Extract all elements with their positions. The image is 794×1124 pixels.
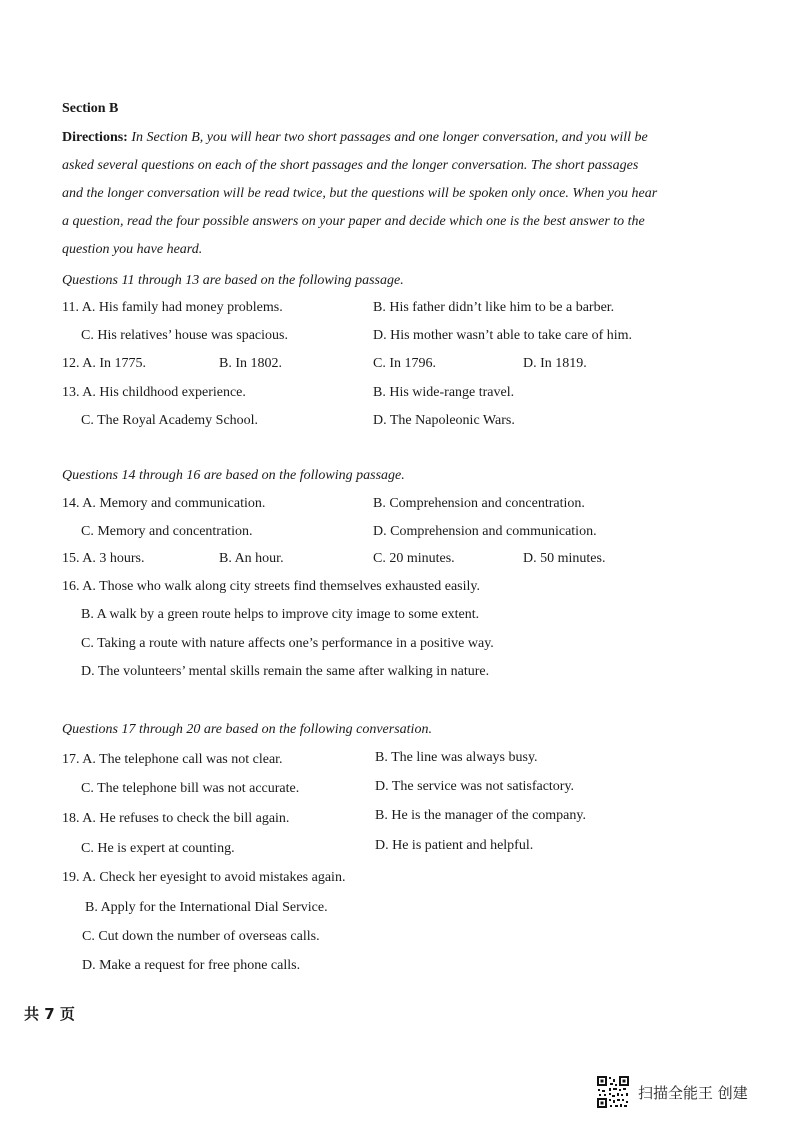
q12-option-c: C. In 1796. — [373, 356, 436, 371]
q17-option-b: B. The line was always busy. — [375, 750, 538, 765]
q16-option-d: D. The volunteers’ mental skills remain the same after walking in nature. — [81, 664, 490, 679]
section-title: Section B — [62, 101, 119, 116]
q18-option-d: D. He is patient and helpful. — [375, 838, 534, 853]
scanner-watermark — [596, 1074, 748, 1110]
group-intro-14-16: Questions 14 through 16 are based on the following passage. — [62, 468, 405, 483]
q17-option-c: C. The telephone bill was not accurate. — [81, 781, 300, 796]
q15-option-c: C. 20 minutes. — [373, 551, 455, 566]
q14-option-a: 14. A. Memory and communication. — [62, 496, 266, 511]
qr-code-icon — [596, 1075, 630, 1109]
group-intro-11-13: Questions 11 through 13 are based on the following passage. — [62, 273, 404, 288]
directions-text: In Section B, you will hear two short passages and one longer conversation, and you will be asked several questions on each of the short passages and the longer conversation. The short passages and the longer conversation will be read twice, but the questions will be spoken only once. When you hear a question, read the four possible answers on your paper and decide which one is the best answer to the question you have heard. — [62, 130, 658, 257]
directions-label: Directions: — [62, 130, 128, 145]
q17-option-d: D. The service was not satisfactory. — [375, 779, 575, 794]
q16-option-a: 16. A. Those who walk along city streets find themselves exhausted easily. — [62, 579, 480, 594]
q19-option-b: B. Apply for the International Dial Service. — [85, 900, 328, 915]
directions-paragraph — [62, 124, 662, 264]
scanner-brand-text: 扫描全能王 创建 — [638, 1083, 748, 1102]
q18-option-c: C. He is expert at counting. — [81, 841, 235, 856]
q15-option-a: 15. A. 3 hours. — [62, 551, 145, 566]
q18-option-a: 18. A. He refuses to check the bill again. — [62, 811, 290, 826]
page-count: 共 7 页 — [24, 1005, 75, 1023]
q13-option-a: 13. A. His childhood experience. — [62, 385, 246, 400]
q13-option-b: B. His wide-range travel. — [373, 385, 515, 400]
q12-option-d: D. In 1819. — [523, 356, 587, 371]
q19-option-c: C. Cut down the number of overseas calls. — [82, 929, 320, 944]
q16-option-c: C. Taking a route with nature affects one’s performance in a positive way. — [81, 636, 494, 651]
q16-option-b: B. A walk by a green route helps to improve city image to some extent. — [81, 607, 480, 622]
q11-option-d: D. His mother wasn’t able to take care of him. — [373, 328, 633, 343]
q13-option-d: D. The Napoleonic Wars. — [373, 413, 515, 428]
q19-option-a: 19. A. Check her eyesight to avoid mistakes again. — [62, 870, 346, 885]
q14-option-d: D. Comprehension and communication. — [373, 524, 597, 539]
q13-option-c: C. The Royal Academy School. — [81, 413, 259, 428]
q17-option-a: 17. A. The telephone call was not clear. — [62, 752, 283, 767]
q15-option-d: D. 50 minutes. — [523, 551, 606, 566]
group-intro-17-20: Questions 17 through 20 are based on the following conversation. — [62, 722, 432, 737]
q12-option-b: B. In 1802. — [219, 356, 282, 371]
q19-option-d: D. Make a request for free phone calls. — [82, 958, 301, 973]
q18-option-b: B. He is the manager of the company. — [375, 808, 586, 823]
q12-option-a: 12. A. In 1775. — [62, 356, 146, 371]
q11-option-c: C. His relatives’ house was spacious. — [81, 328, 288, 343]
q11-option-b: B. His father didn’t like him to be a barber. — [373, 300, 615, 315]
q15-option-b: B. An hour. — [219, 551, 284, 566]
q14-option-b: B. Comprehension and concentration. — [373, 496, 585, 511]
q14-option-c: C. Memory and concentration. — [81, 524, 253, 539]
q11-option-a: 11. A. His family had money problems. — [62, 300, 283, 315]
